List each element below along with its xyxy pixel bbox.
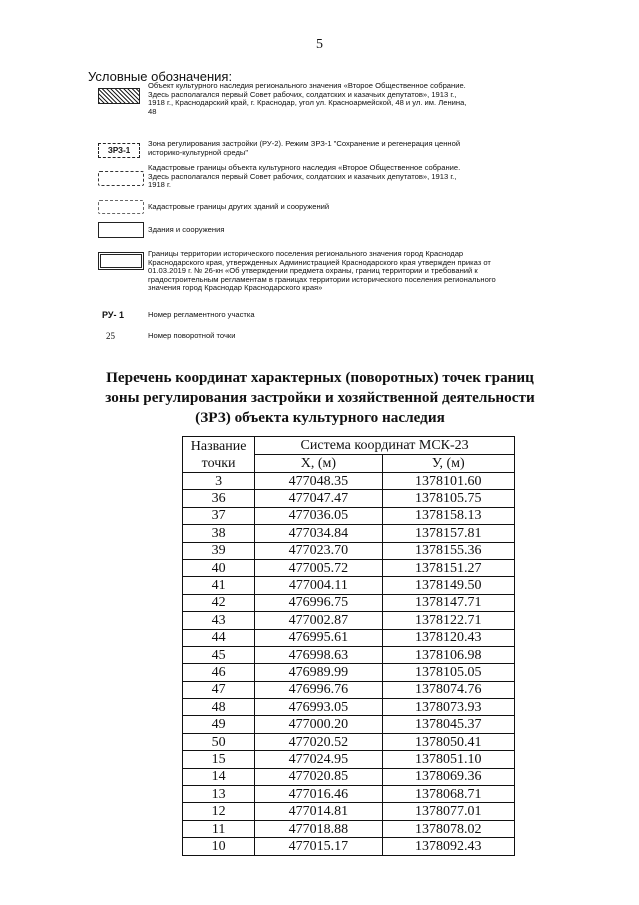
x-coordinate-cell: 476993.05 [255, 699, 382, 716]
point-name-cell: 15 [183, 751, 255, 768]
x-coordinate-cell: 477002.87 [255, 612, 382, 629]
legend-text: Номер поворотной точки [148, 331, 236, 340]
dashed-boundary-light-icon [98, 200, 144, 214]
y-coordinate-cell: 1378105.05 [382, 664, 514, 681]
y-coordinate-cell: 1378069.36 [382, 768, 514, 785]
legend-item-other-cadastral [88, 200, 468, 220]
building-outline-icon [98, 222, 144, 238]
y-coordinate-cell: 1378078.02 [382, 820, 514, 837]
point-name-cell: 11 [183, 820, 255, 837]
legend-item-heritage-object [88, 82, 468, 132]
legend-text: Номер регламентного участка [148, 310, 255, 319]
table-row [183, 838, 515, 855]
table-row [183, 612, 515, 629]
y-coordinate-cell: 1378120.43 [382, 629, 514, 646]
coordinates-table [182, 436, 515, 856]
turning-point-label: 25 [106, 331, 115, 341]
legend-item-regulation-plot [88, 310, 468, 324]
point-name-cell: 12 [183, 803, 255, 820]
legend-text: Кадастровые границы объекта культурного наследия «Второе Общественное собрание. Здесь располагался первый Совет рабочих, солдатских и казачьих депутатов», 1913 г., 1918 г. [148, 163, 461, 190]
point-name-cell: 10 [183, 838, 255, 855]
header-x: X, (м) [255, 455, 382, 473]
page-title: Перечень координат характерных (поворотных) точек границ зоны регулирования застройки и хозяйственной деятельности (ЗРЗ) объекта культурного наследия [105, 369, 535, 426]
point-name-cell: 14 [183, 768, 255, 785]
y-coordinate-cell: 1378122.71 [382, 612, 514, 629]
x-coordinate-cell: 477023.70 [255, 542, 382, 559]
table-row [183, 820, 515, 837]
y-coordinate-cell: 1378157.81 [382, 525, 514, 542]
legend-item-historic-settlement [88, 249, 496, 302]
legend-text: Здания и сооружения [148, 225, 225, 234]
point-name-cell: 49 [183, 716, 255, 733]
coordinates-table-body [183, 473, 515, 856]
table-row [183, 716, 515, 733]
legend-item-heritage-cadastral [88, 164, 468, 194]
table-row [183, 681, 515, 698]
x-coordinate-cell: 477000.20 [255, 716, 382, 733]
table-row [183, 664, 515, 681]
table-row [183, 473, 515, 490]
regulation-plot-label: РУ- 1 [102, 310, 124, 320]
point-name-cell: 39 [183, 542, 255, 559]
x-coordinate-cell: 477015.17 [255, 838, 382, 855]
point-name-cell: 43 [183, 612, 255, 629]
x-coordinate-cell: 477005.72 [255, 559, 382, 576]
table-row [183, 646, 515, 663]
legend-text: Зона регулирования застройки (РУ-2). Режим ЗРЗ-1 "Сохранение и регенерация ценной историко-культурной среды" [148, 139, 461, 157]
y-coordinate-cell: 1378092.43 [382, 838, 514, 855]
x-coordinate-cell: 477014.81 [255, 803, 382, 820]
table-row [183, 733, 515, 750]
header-coordinate-system: Система координат МСК-23 [255, 437, 515, 455]
x-coordinate-cell: 477004.11 [255, 577, 382, 594]
legend-item-buildings [88, 222, 468, 242]
point-name-cell: 40 [183, 559, 255, 576]
table-row [183, 577, 515, 594]
legend-item-turning-point [88, 331, 468, 345]
x-coordinate-cell: 476996.75 [255, 594, 382, 611]
y-coordinate-cell: 1378050.41 [382, 733, 514, 750]
table-row [183, 507, 515, 524]
y-coordinate-cell: 1378074.76 [382, 681, 514, 698]
y-coordinate-cell: 1378068.71 [382, 786, 514, 803]
point-name-cell: 41 [183, 577, 255, 594]
y-coordinate-cell: 1378045.37 [382, 716, 514, 733]
x-coordinate-cell: 477036.05 [255, 507, 382, 524]
table-row [183, 699, 515, 716]
point-name-cell: 13 [183, 786, 255, 803]
legend-text: Кадастровые границы других зданий и сооружений [148, 202, 330, 211]
table-row [183, 751, 515, 768]
legend-text: Границы территории исторического поселения регионального значения город Краснодар Краснодарского края, утвержденных Администрацией Краснодарского края утвержден приказ от 01.03.2019 г. № 26-кн «Об утверждении предмета охраны, границ территории и требований к градостроительным регламентам в границах территории исторического поселения регионального значения город Краснодар Краснодарского края» [148, 249, 496, 293]
point-name-cell: 42 [183, 594, 255, 611]
point-name-cell: 50 [183, 733, 255, 750]
dashed-boundary-icon [98, 171, 144, 186]
point-name-cell: 3 [183, 473, 255, 490]
point-name-cell: 37 [183, 507, 255, 524]
legend-title: Условные обозначения: [88, 69, 233, 84]
y-coordinate-cell: 1378105.75 [382, 490, 514, 507]
header-point-name: Название точки [183, 437, 255, 473]
x-coordinate-cell: 477047.47 [255, 490, 382, 507]
y-coordinate-cell: 1378106.98 [382, 646, 514, 663]
table-row [183, 559, 515, 576]
point-name-cell: 36 [183, 490, 255, 507]
y-coordinate-cell: 1378155.36 [382, 542, 514, 559]
table-row [183, 542, 515, 559]
y-coordinate-cell: 1378101.60 [382, 473, 514, 490]
header-y: У, (м) [382, 455, 514, 473]
y-coordinate-cell: 1378077.01 [382, 803, 514, 820]
table-row [183, 629, 515, 646]
zone-symbol-icon: ЗРЗ-1 [98, 143, 140, 158]
x-coordinate-cell: 476998.63 [255, 646, 382, 663]
y-coordinate-cell: 1378073.93 [382, 699, 514, 716]
x-coordinate-cell: 476995.61 [255, 629, 382, 646]
table-row [183, 525, 515, 542]
table-row [183, 490, 515, 507]
point-name-cell: 47 [183, 681, 255, 698]
point-name-cell: 44 [183, 629, 255, 646]
x-coordinate-cell: 477048.35 [255, 473, 382, 490]
double-line-boundary-icon [98, 252, 144, 270]
point-name-cell: 45 [183, 646, 255, 663]
x-coordinate-cell: 477018.88 [255, 820, 382, 837]
x-coordinate-cell: 477020.85 [255, 768, 382, 785]
legend-item-zone [88, 140, 468, 162]
hatched-area-icon [98, 88, 140, 104]
x-coordinate-cell: 477034.84 [255, 525, 382, 542]
page-number: 5 [316, 37, 323, 52]
point-name-cell: 38 [183, 525, 255, 542]
y-coordinate-cell: 1378051.10 [382, 751, 514, 768]
table-row [183, 768, 515, 785]
x-coordinate-cell: 476989.99 [255, 664, 382, 681]
table-row [183, 786, 515, 803]
x-coordinate-cell: 477020.52 [255, 733, 382, 750]
x-coordinate-cell: 477024.95 [255, 751, 382, 768]
table-row [183, 594, 515, 611]
table-row [183, 803, 515, 820]
x-coordinate-cell: 476996.76 [255, 681, 382, 698]
legend-text: Объект культурного наследия регионального значения «Второе Общественное собрание. Здесь располагался первый Совет рабочих, солдатских и казачьих депутатов», 1913 г., 1918 г., Краснодарский край, г. Краснодар, угол ул. Красноармейской, 48 и ул. им. Ленина, 48 [148, 81, 467, 116]
point-name-cell: 46 [183, 664, 255, 681]
point-name-cell: 48 [183, 699, 255, 716]
y-coordinate-cell: 1378147.71 [382, 594, 514, 611]
y-coordinate-cell: 1378158.13 [382, 507, 514, 524]
y-coordinate-cell: 1378151.27 [382, 559, 514, 576]
y-coordinate-cell: 1378149.50 [382, 577, 514, 594]
x-coordinate-cell: 477016.46 [255, 786, 382, 803]
